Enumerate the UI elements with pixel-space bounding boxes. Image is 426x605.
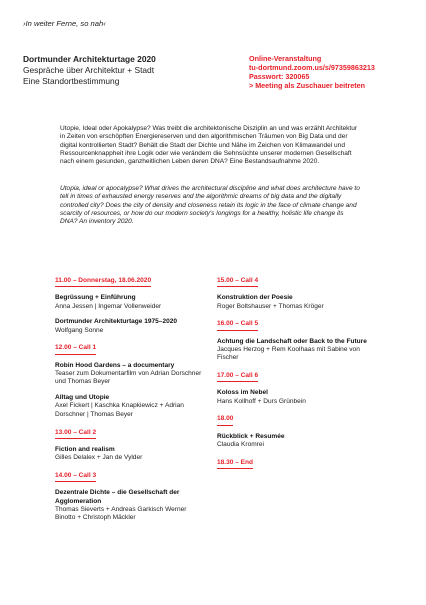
motto: ›In weiter Ferne, so nah‹ — [23, 19, 106, 28]
session — [217, 389, 377, 406]
slot-time: 11.00 – Donnerstag, 18.06.2020 — [55, 277, 151, 287]
session-title: Koloss im Nebel — [217, 389, 268, 397]
slot-time: 16.00 – Call 5 — [217, 320, 258, 330]
intro-english: Utopia, ideal or apocalypse? What drives the architectural discipline and what does architecture have to tell in times of exhausted energy reserves and the algorithmic dreams of big data and the digitally controlled city? Does the city of density and closeness retain its logic in the face of climate change and scarcity of resources, or how do our modern society's longings for a healthy, holistic life change its DNA? An inventory 2020. — [60, 185, 360, 226]
schedule-slot — [217, 459, 377, 476]
slot-time: 18.30 – End — [217, 459, 253, 469]
session — [55, 394, 205, 419]
slot-time: 14.00 – Call 3 — [55, 472, 96, 482]
session-speakers: Wolfgang Sonne — [55, 326, 104, 334]
session-title: Alltag und Utopie — [55, 394, 110, 402]
intro-german: Utopie, Ideal oder Apokalypse? Was treibt die architektonische Disziplin an und was erzählt Architektur in Zeiten von erschöpften Energiereserven und den algorithmischen Träumen von Big Data und der digital kontrollierten Stadt? Behält die Stadt der Dichte und Nähe im Zeichen von Klimawandel und Ressourcenknappheit ihre Logik oder wie verändern die Sehnsüchte unserer modernen Gesellschaft nach einem gesunden, ganzheitlichen Leben deren DNA? Eine Bestandsaufnahme 2020. — [60, 125, 358, 166]
slot-time: 13.00 – Call 2 — [55, 429, 96, 439]
slot-time: 18.00 — [217, 415, 233, 425]
session-speakers: Teaser zum Dokumentarfilm von Adrian Dorschner und Thomas Beyer — [55, 370, 202, 386]
schedule-column-right — [217, 277, 377, 486]
session — [55, 294, 205, 311]
event-tagline: Eine Standortbestimmung — [23, 76, 120, 86]
session — [55, 489, 205, 522]
schedule-slot — [55, 277, 205, 335]
session-title: Robin Hood Gardens – a documentary — [55, 361, 175, 369]
session-title: Achtung die Landschaft oder Back to the Future — [217, 337, 367, 345]
session-speakers: Hans Kollhoff + Durs Grünbein — [217, 397, 306, 405]
slot-time: 17.00 – Call 6 — [217, 372, 258, 382]
session — [55, 362, 205, 387]
online-info — [249, 54, 375, 90]
schedule-slot — [217, 277, 377, 311]
schedule-slot — [217, 320, 377, 362]
session — [217, 294, 377, 311]
session — [217, 433, 377, 450]
session-speakers: Axel Fickert | Kaschka Knapkiewicz + Adrian Dorschner | Thomas Beyer — [55, 402, 184, 418]
schedule-slot — [55, 429, 205, 463]
session-title: Begrüssung + Einführung — [55, 294, 136, 302]
session-speakers: Thomas Sieverts + Andreas Garkisch Werner Binotto + Christoph Mäckler — [55, 505, 187, 522]
online-label: Online-Veranstaltung — [249, 54, 322, 63]
slot-time: 12.00 – Call 1 — [55, 344, 96, 354]
session — [55, 318, 205, 335]
schedule-slot — [55, 472, 205, 522]
schedule-slot — [55, 344, 205, 419]
event-title: Dortmunder Architekturtage 2020 — [23, 54, 156, 64]
session-title: Fiction and realism — [55, 445, 115, 453]
slot-time: 15.00 – Call 4 — [217, 277, 258, 287]
event-subtitle: Gespräche über Architektur + Stadt — [23, 65, 155, 75]
event-title-block — [23, 54, 156, 87]
schedule-column-left — [55, 277, 205, 532]
session-speakers: Gilles Delalex + Jan de Vylder — [55, 454, 143, 462]
session — [55, 446, 205, 463]
session-title: Konstruktion der Poesie — [217, 294, 293, 302]
session-speakers: Claudia Kromrei — [217, 441, 264, 449]
join-meeting-link[interactable]: > Meeting als Zuschauer beitreten — [249, 81, 366, 91]
schedule-slot — [217, 415, 377, 449]
session-title: Rückblick + Resumée — [217, 432, 285, 440]
meeting-password: Passwort: 320065 — [249, 72, 310, 82]
session-title: Dortmunder Architekturtage 1975–2020 — [55, 318, 178, 326]
session-speakers: Roger Boltshauser + Thomas Kröger — [217, 302, 324, 310]
schedule-slot — [217, 372, 377, 406]
session-title: Dezentrale Dichte – die Gesellschaft der Agglomeration — [55, 489, 180, 505]
session — [217, 338, 377, 363]
session-speakers: Anna Jessen | Ingemar Vollenweider — [55, 302, 162, 310]
session-speakers: Jacques Herzog + Rem Koolhaas mit Sabine von Fischer — [217, 345, 360, 362]
meeting-link[interactable]: tu-dortmund.zoom.us/s/97359863213 — [249, 63, 375, 73]
